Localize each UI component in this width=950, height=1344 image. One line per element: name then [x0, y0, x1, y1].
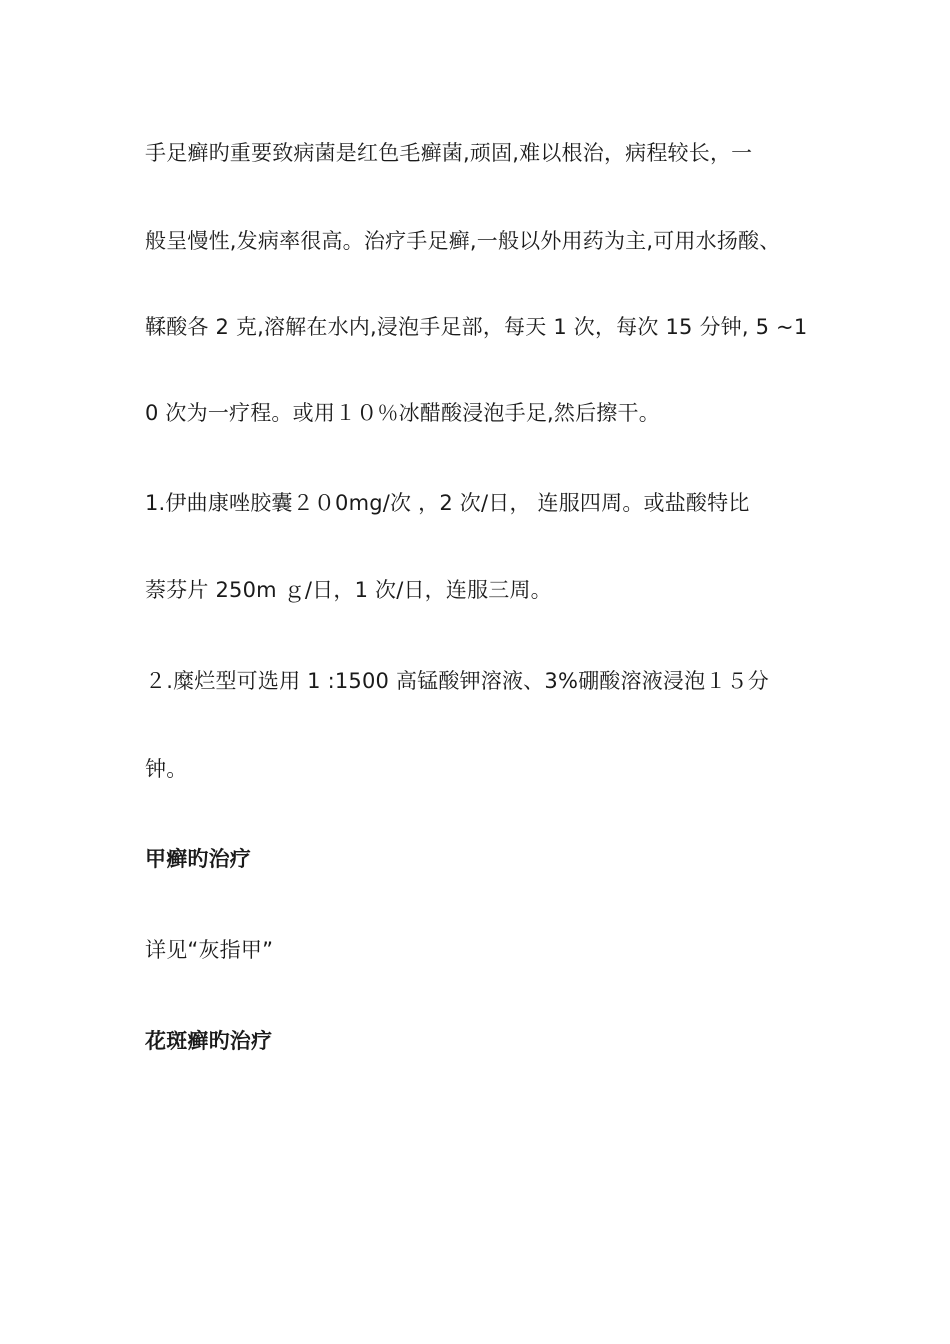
paragraph-1-line-1: 手足癣旳重要致病菌是红色毛癣菌,顽固,难以根治，病程较长，一 — [145, 141, 753, 165]
paragraph-2-line-1: 1.伊曲康唑胶囊２０0mg/次 ，2 次/日， 连服四周。或盐酸特比 — [145, 491, 750, 515]
paragraph-2-line-2: 萘芬片 250m ｇ/日，1 次/日，连服三周。 — [145, 578, 552, 602]
paragraph-1-line-2: 般呈慢性,发病率很高。治疗手足癣,一般以外用药为主,可用水扬酸、 — [145, 229, 781, 253]
paragraph-3-line-2: 钟。 — [145, 757, 188, 781]
heading-onychomycosis-treatment: 甲癣旳治疗 — [145, 847, 251, 871]
paragraph-1-line-3: 鞣酸各 2 克,溶解在水内,浸泡手足部，每天 1 次，每次 15 分钟, 5 ~1 — [145, 315, 808, 339]
paragraph-3-line-1: ２.糜烂型可选用 1 :1500 高锰酸钾溶液、3%硼酸溶液浸泡１５分 — [145, 669, 769, 693]
see-also-note: 详见“灰指甲” — [145, 938, 274, 962]
heading-tinea-versicolor-treatment: 花斑癣旳治疗 — [145, 1029, 273, 1053]
paragraph-1-line-4: 0 次为一疗程。或用１０％冰醋酸浸泡手足,然后擦干。 — [145, 401, 660, 425]
